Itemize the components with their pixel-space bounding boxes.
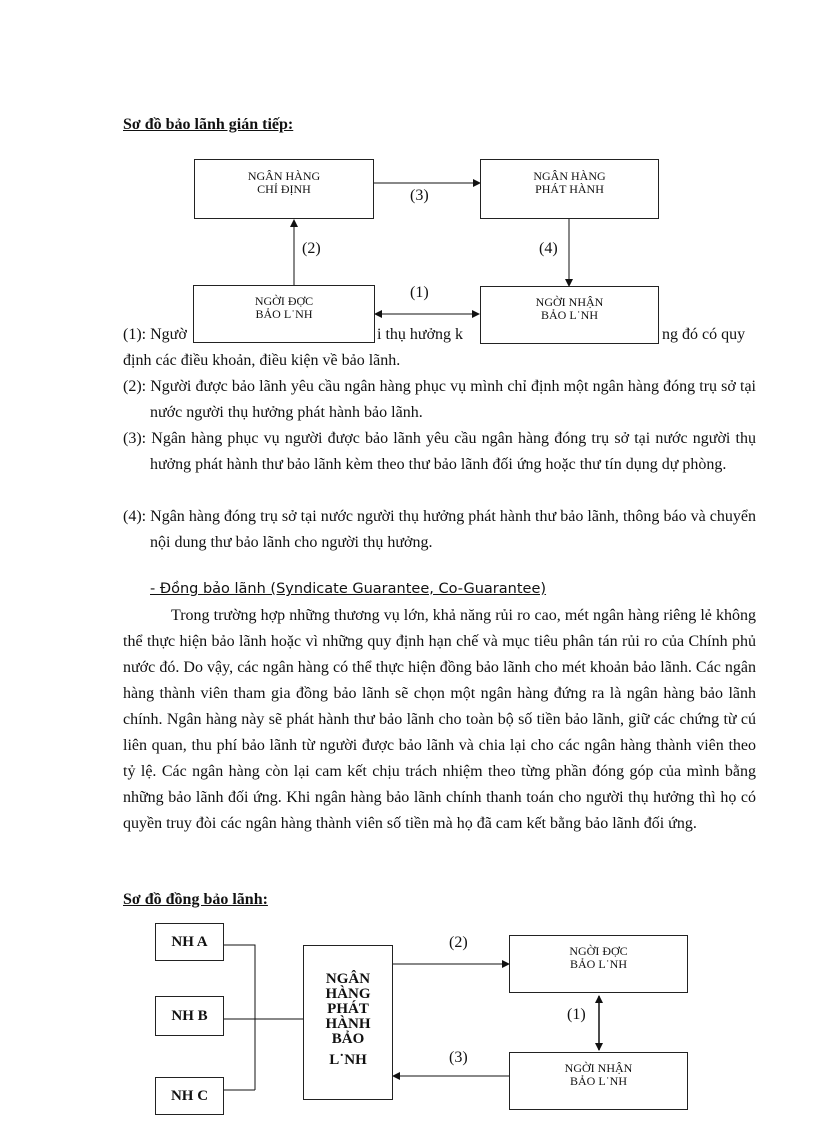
box-nh-b: NH B (155, 996, 224, 1036)
label-2: (2) (302, 240, 321, 257)
box-line: PHÁT HÀNH (535, 182, 604, 196)
box-line: NGÂN (325, 971, 371, 987)
nh-bracket-lines (224, 945, 303, 1090)
step-2: (2): Người được bảo lãnh yêu cầu ngân hàng phục vụ mình chỉ định một ngân hàng đóng trụ sở tại nước người thụ hưởng phát hành bảo lãnh. (123, 378, 756, 421)
paragraph-co-guarantee: Trong trường hợp những thương vụ lớn, khả năng rủi ro cao, mét ngân hàng riêng lẻ không thể thực hiện bảo lãnh hoặc vì những quy định hạn chế và mục tiêu phân tán rủi ro của Chính phủ nước đó. Do vậy, các ngân hàng có thể thực hiện đồng bảo lãnh cho mét khoản bảo lãnh. Các ngân hàng thành viên tham gia đồng bảo lãnh sẽ chọn một ngân hàng đứng ra là ngân hàng bảo lãnh chính. Ngân hàng này sẽ phát hành thư bảo lãnh cho toàn bộ số tiền bảo lãnh, giữ các chứng từ cú liên quan, thu phí bảo lãnh từ người được bảo lãnh và chia lại cho các ngân hàng thành viên theo tỷ lệ. Các ngân hàng còn lại cam kết chịu trách nhiệm theo từng phần đóng góp của mình bằng những bảo lãnh đối ứng. Khi ngân hàng bảo lãnh chính thanh toán cho người thụ hưởng thì họ có quyền truy đòi các ngân hàng thành viên số tiền mà họ đã cam kết bằng bảo lãnh đối ứng. (123, 607, 756, 832)
box-nh-a: NH A (155, 923, 224, 961)
heading-co-guarantee-diagram: Sơ đồ đồng bảo lãnh: (123, 891, 268, 908)
box-line: NGÂN HÀNG (247, 169, 321, 183)
box-line: BẢO L˙NH (541, 308, 598, 322)
step-3: (3): Ngân hàng phục vụ người được bảo lãnh yêu cầu ngân hàng đóng trụ sở tại nước người thụ hưởng phát hành thư bảo lãnh kèm theo thư bảo lãnh đối ứng hoặc thư tín dụng dự phòng. (123, 430, 756, 473)
box-applicant-2 (509, 935, 688, 993)
box-line: CHỈ ĐỊNH (257, 182, 311, 196)
box-line: PHÁT (327, 1001, 369, 1017)
box-line: BẢO (331, 1031, 365, 1047)
box-line: NGỜI ĐỢC (569, 944, 628, 958)
subheading-co-guarantee: - Đồng bảo lãnh (Syndicate Guarantee, Co-Guarantee) (150, 581, 547, 597)
label-3: (3) (410, 187, 429, 204)
box-line: NGỜI ĐỢC (254, 294, 314, 308)
step-4: (4): Ngân hàng đóng trụ sở tại nước người thụ hưởng phát hành thư bảo lãnh, thông báo và chuyển nội dung thư bảo lãnh cho người thụ hưởng. (123, 508, 756, 551)
box-beneficiary-2 (509, 1052, 688, 1110)
box-line: HÀNG (325, 986, 371, 1002)
label-d2-3: (3) (449, 1049, 468, 1066)
step-1-right: ng đó có quy (662, 326, 746, 343)
box-line: NGÂN HÀNG (533, 169, 606, 183)
box-line: HÀNH (325, 1016, 371, 1032)
box-bank-designating (194, 159, 374, 219)
label-d2-1: (1) (567, 1006, 586, 1023)
box-issuing-bank-main (303, 945, 393, 1100)
box-bank-issuing (480, 159, 659, 219)
step-1-line2: định các điều khoản, điều kiện về bảo lãnh. (123, 352, 401, 369)
step-1-left: (1): Ngườ (123, 326, 187, 343)
heading-indirect-guarantee: Sơ đồ bảo lãnh gián tiếp: (123, 116, 294, 133)
step-1-mid: i thụ hưởng k (377, 326, 464, 343)
label-1: (1) (410, 284, 429, 301)
box-line: BẢO L˙NH (570, 957, 627, 971)
box-applicant (193, 285, 375, 343)
label-d2-2: (2) (449, 934, 468, 951)
box-beneficiary (480, 286, 659, 344)
box-nh-c: NH C (155, 1077, 224, 1115)
box-line: NGỜI NHẬN (564, 1061, 633, 1075)
box-line: NGỜI NHẬN (535, 295, 604, 309)
box-line: L˙NH (329, 1052, 367, 1068)
label-4: (4) (539, 240, 558, 257)
box-line: BẢO L˙NH (570, 1074, 627, 1088)
box-line: BẢO L˙NH (255, 307, 313, 321)
